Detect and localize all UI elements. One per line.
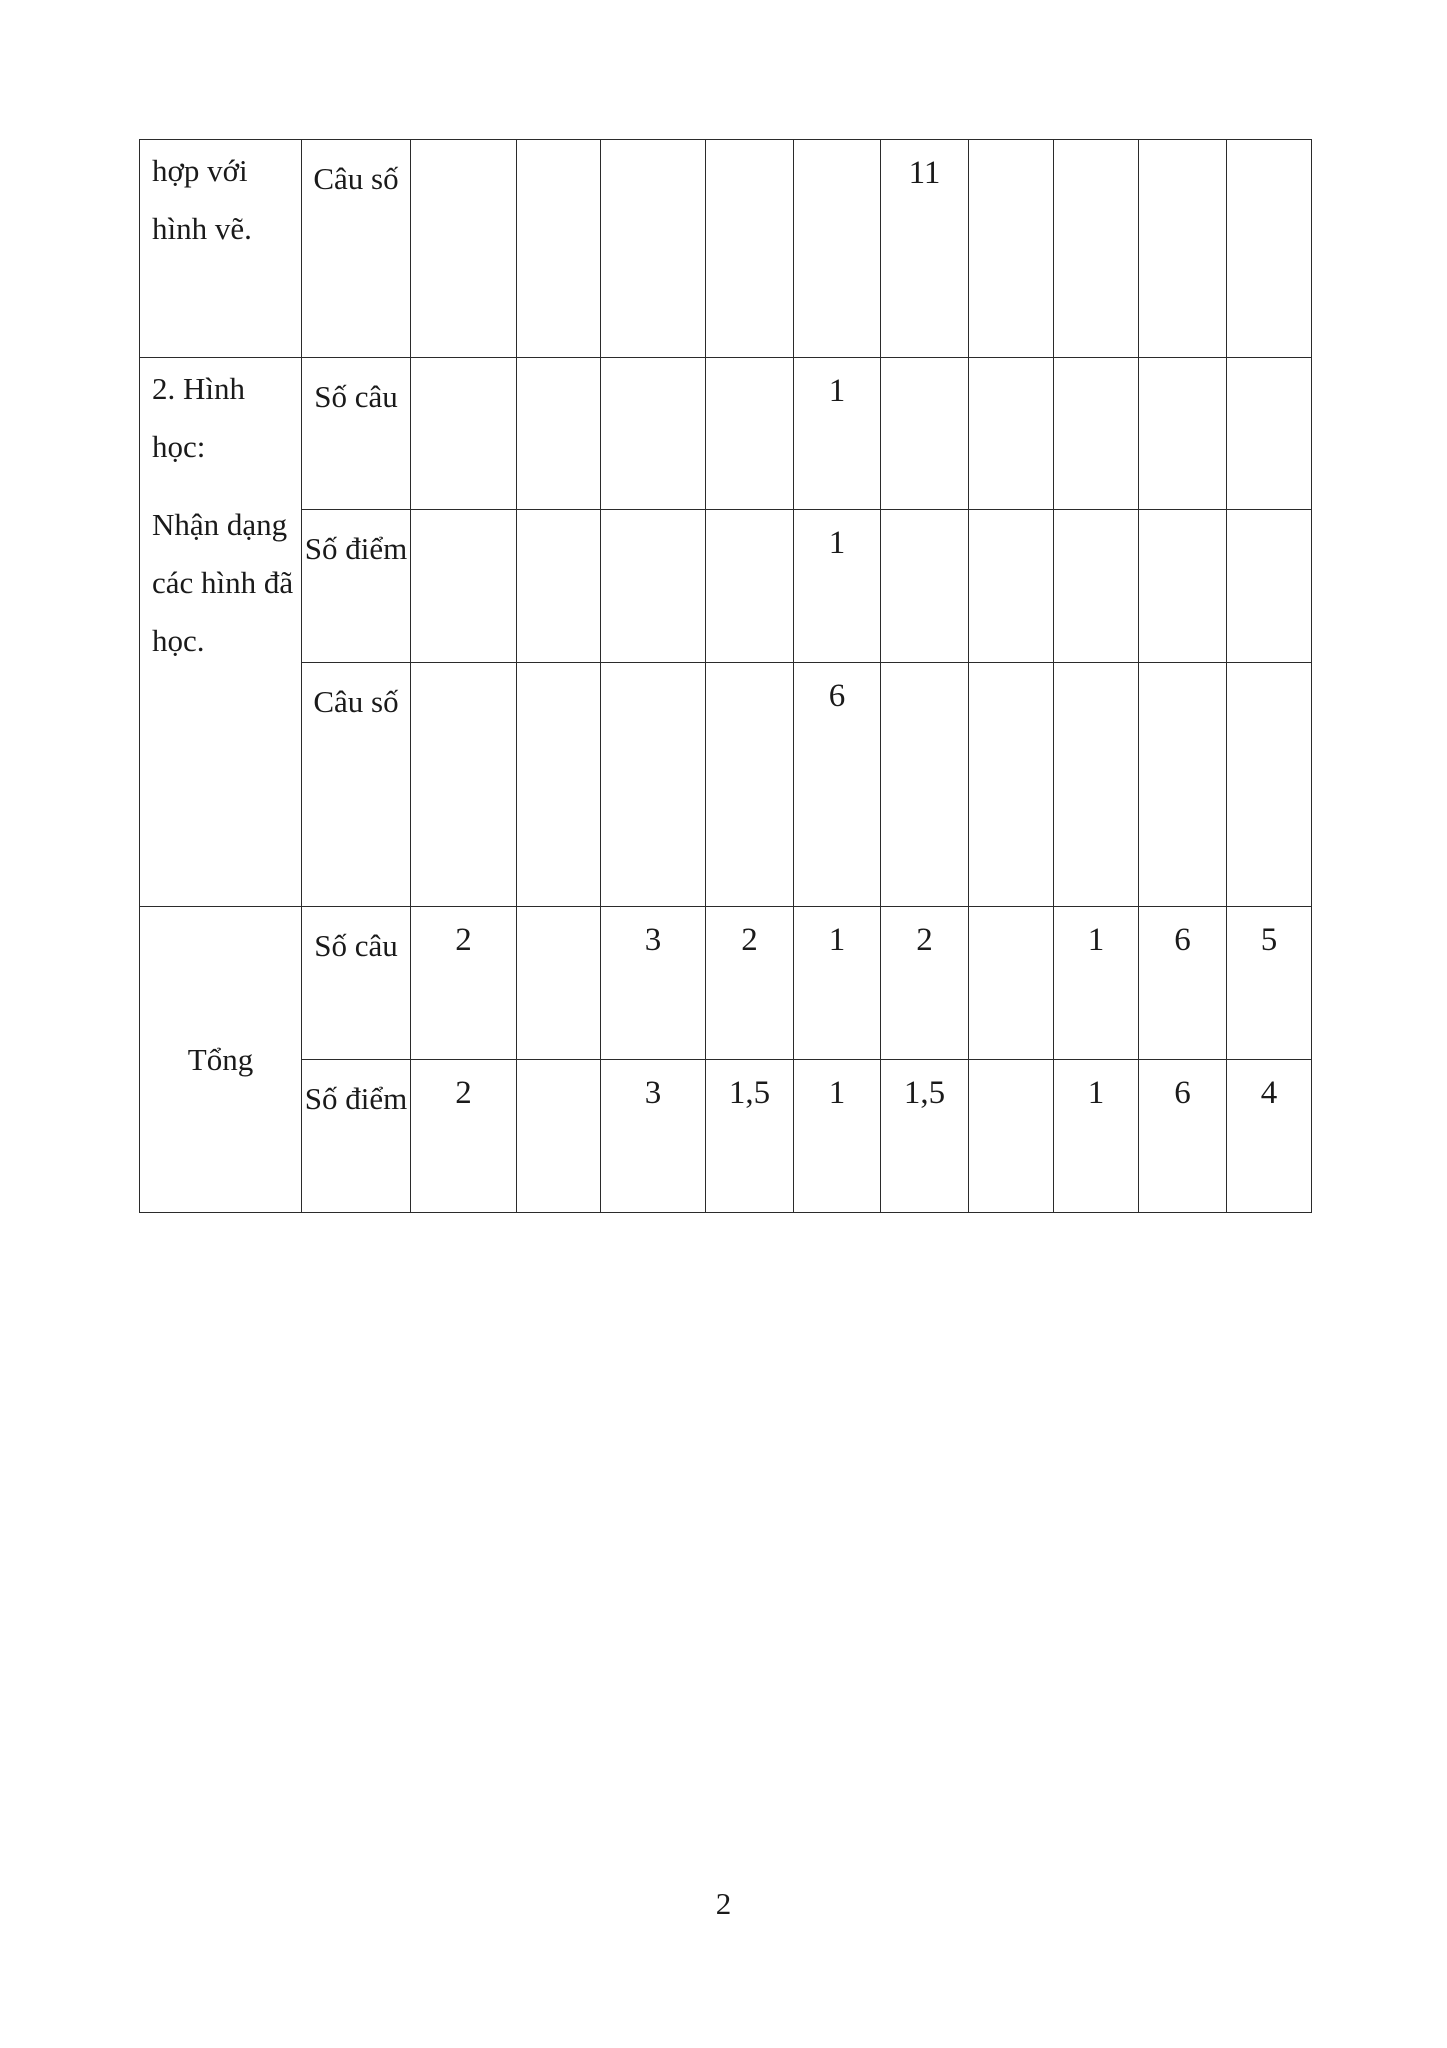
topic-text: hợp với hình vẽ. bbox=[152, 153, 252, 246]
value-cell bbox=[881, 510, 969, 663]
value-cell bbox=[1227, 358, 1312, 510]
value-cell: 2 bbox=[706, 907, 794, 1060]
value-cell: 4 bbox=[1227, 1060, 1312, 1213]
table-row bbox=[140, 907, 1312, 1060]
value-cell: 6 bbox=[1139, 1060, 1227, 1213]
value-cell: 2 bbox=[411, 1060, 517, 1213]
value-cell bbox=[969, 1060, 1054, 1213]
value-cell bbox=[517, 140, 601, 358]
value-cell: 3 bbox=[601, 907, 706, 1060]
value-cell bbox=[517, 663, 601, 907]
table-row bbox=[140, 663, 1312, 907]
value-cell: 1 bbox=[794, 510, 881, 663]
value-cell bbox=[1054, 510, 1139, 663]
value-cell bbox=[517, 510, 601, 663]
value-cell: 1 bbox=[1054, 1060, 1139, 1213]
value-cell bbox=[794, 140, 881, 358]
value-cell bbox=[517, 1060, 601, 1213]
value-cell: 1,5 bbox=[706, 1060, 794, 1213]
value-cell bbox=[881, 663, 969, 907]
value-cell: 2 bbox=[881, 907, 969, 1060]
value-cell bbox=[601, 663, 706, 907]
row-label-cell: Câu số bbox=[302, 140, 411, 358]
value-cell bbox=[1054, 663, 1139, 907]
assessment-matrix-table bbox=[139, 139, 1312, 1213]
value-cell bbox=[969, 907, 1054, 1060]
value-cell: 1 bbox=[794, 358, 881, 510]
value-cell bbox=[517, 358, 601, 510]
value-cell bbox=[411, 510, 517, 663]
value-cell bbox=[1227, 663, 1312, 907]
value-cell bbox=[517, 907, 601, 1060]
value-cell: 1 bbox=[1054, 907, 1139, 1060]
row-label-cell: Số điểm bbox=[302, 510, 411, 663]
value-cell: 1,5 bbox=[881, 1060, 969, 1213]
value-cell bbox=[706, 663, 794, 907]
row-label-cell: Số câu bbox=[302, 907, 411, 1060]
value-cell bbox=[969, 140, 1054, 358]
topic-cell bbox=[140, 140, 302, 358]
value-cell: 2 bbox=[411, 907, 517, 1060]
value-cell: 3 bbox=[601, 1060, 706, 1213]
value-cell bbox=[411, 358, 517, 510]
row-label-cell: Số điểm bbox=[302, 1060, 411, 1213]
value-cell: 5 bbox=[1227, 907, 1312, 1060]
value-cell bbox=[706, 510, 794, 663]
table-row bbox=[140, 358, 1312, 510]
table-row bbox=[140, 1060, 1312, 1213]
value-cell: 6 bbox=[1139, 907, 1227, 1060]
value-cell bbox=[601, 510, 706, 663]
value-cell bbox=[706, 140, 794, 358]
value-cell bbox=[1139, 140, 1227, 358]
topic-cell bbox=[140, 358, 302, 907]
value-cell: 1 bbox=[794, 1060, 881, 1213]
value-cell bbox=[1227, 140, 1312, 358]
value-cell bbox=[1139, 663, 1227, 907]
value-cell: 11 bbox=[881, 140, 969, 358]
value-cell bbox=[1139, 510, 1227, 663]
value-cell bbox=[881, 358, 969, 510]
row-label-cell: Số câu bbox=[302, 358, 411, 510]
value-cell bbox=[969, 663, 1054, 907]
value-cell: 6 bbox=[794, 663, 881, 907]
table-row bbox=[140, 140, 1312, 358]
table-row bbox=[140, 510, 1312, 663]
value-cell bbox=[601, 140, 706, 358]
topic-heading: 2. Hình học: bbox=[152, 371, 245, 464]
value-cell bbox=[1054, 140, 1139, 358]
row-label-cell: Câu số bbox=[302, 663, 411, 907]
value-cell bbox=[969, 510, 1054, 663]
value-cell bbox=[601, 358, 706, 510]
value-cell bbox=[411, 663, 517, 907]
value-cell bbox=[706, 358, 794, 510]
value-cell bbox=[1139, 358, 1227, 510]
value-cell bbox=[969, 358, 1054, 510]
value-cell bbox=[411, 140, 517, 358]
value-cell: 1 bbox=[794, 907, 881, 1060]
topic-text: Nhận dạng các hình đã học. bbox=[152, 507, 294, 658]
value-cell bbox=[1227, 510, 1312, 663]
value-cell bbox=[1054, 358, 1139, 510]
total-label-cell: Tổng bbox=[140, 907, 302, 1213]
page-number: 2 bbox=[715, 1886, 732, 1921]
